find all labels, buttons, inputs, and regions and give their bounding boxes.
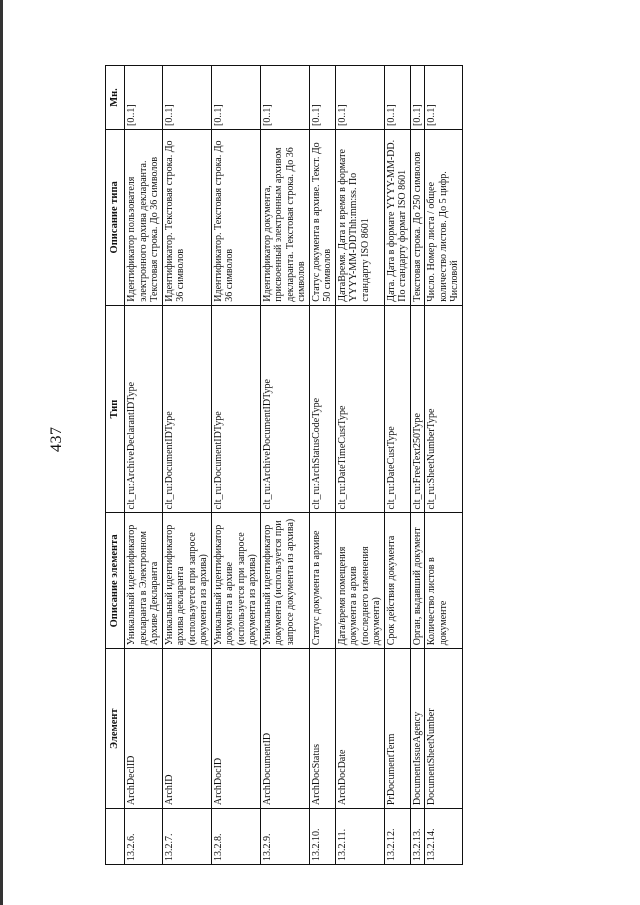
cell-type-desc: Идентификатор документа, присвоенный электронным архивом декларанта. Текстовая строка. До 36 символов [260,129,309,305]
cell-num: 13.2.14. [425,809,463,865]
cell-mult: [0..1] [162,66,211,130]
spec-table-wrapper [105,65,530,865]
cell-type-desc: Число. Номер листа / общее количество листов. До 5 цифр. Числовой [425,129,463,305]
cell-element-desc: Количество листов в документе [425,513,463,649]
cell-num: 13.2.13. [410,809,425,865]
page-number: 437 [48,426,65,452]
cell-element: ArchDocID [211,649,260,809]
cell-num: 13.2.11. [335,809,384,865]
cell-type-desc: ДатаВремя. Дата и время в формате YYYY-MM-DDThh:mm:ss. По стандарту ISO 8601 [335,129,384,305]
cell-num: 13.2.8. [211,809,260,865]
cell-mult: [0..1] [211,66,260,130]
cell-element-desc: Орган, выдавший документ [410,513,425,649]
cell-type-desc: Идентификатор. Текстовая строка. До 36 символов [162,129,211,305]
cell-element: DocumentSheetNumber [425,649,463,809]
cell-element: PrDocumentTerm [384,649,410,809]
table-row [384,66,410,865]
cell-type: clt_ru:FreeText250Type [410,305,425,513]
cell-element-desc: Уникальный идентификатор документа в архиве (используется при запросе документа из архива) [211,513,260,649]
table-row [425,66,463,865]
cell-mult: [0..1] [260,66,309,130]
header-element: Элемент [106,649,125,809]
cell-type: clt_ru:ArchiveDeclarantIDType [125,305,163,513]
spec-table [105,65,463,865]
cell-mult: [0..1] [410,66,425,130]
cell-element: ArchDocDate [335,649,384,809]
cell-type-desc: Дата. Дата в формате YYYY-MM-DD. По стандарту формат ISO 8601 [384,129,410,305]
cell-mult: [0..1] [335,66,384,130]
cell-element: ArchID [162,649,211,809]
cell-element-desc: Срок действия документа [384,513,410,649]
cell-element-desc: Уникальный идентификатор декларанта в Электронном Архиве Декларанта [125,513,163,649]
cell-element: ArchDocumentID [260,649,309,809]
cell-num: 13.2.12. [384,809,410,865]
cell-element: ArchDocStatus [309,649,335,809]
cell-num: 13.2.10. [309,809,335,865]
cell-type-desc: Текстовая строка. До 250 символов [410,129,425,305]
header-type-desc: Описание типа [106,129,125,305]
cell-element-desc: Статус документа в архиве [309,513,335,649]
cell-element-desc: Дата/время помещения документа в архив (последнего изменения документа) [335,513,384,649]
table-row [309,66,335,865]
table-header-row [106,66,125,865]
cell-type-desc: Статус документа в архиве. Текст. До 50 символов [309,129,335,305]
cell-type: clt_ru:ArchStatusCodeType [309,305,335,513]
cell-mult: [0..1] [384,66,410,130]
cell-num: 13.2.6. [125,809,163,865]
table-row [211,66,260,865]
cell-type: clt_ru:DateTimeCustType [335,305,384,513]
header-element-desc: Описание элемента [106,513,125,649]
table-row [125,66,163,865]
header-num [106,809,125,865]
header-mult: Мн. [106,66,125,130]
cell-type-desc: Идентификатор пользователя электронного архива декларанта. Текстовая строка. До 36 символов [125,129,163,305]
cell-type: clt_ru:DocumentIDType [162,305,211,513]
cell-element-desc: Уникальный идентификатор документа (используется при запросе документа из архива) [260,513,309,649]
table-row [260,66,309,865]
table-row [162,66,211,865]
cell-type: clt_ru:ArchiveDocumentIDType [260,305,309,513]
table-row [335,66,384,865]
cell-type-desc: Идентификатор. Текстовая строка. До 36 символов [211,129,260,305]
cell-type: clt_ru:DocumentIDType [211,305,260,513]
cell-num: 13.2.9. [260,809,309,865]
cell-mult: [0..1] [125,66,163,130]
cell-element: DocumentIssueAgency [410,649,425,809]
cell-type: clt_ru:SheetNumberType [425,305,463,513]
cell-element: ArchDeclID [125,649,163,809]
cell-element-desc: Уникальный идентификатор архива декларанта (используется при запросе документа из архива) [162,513,211,649]
table-row [410,66,425,865]
cell-mult: [0..1] [425,66,463,130]
header-type: Тип [106,305,125,513]
scan-edge [0,0,3,905]
cell-num: 13.2.7. [162,809,211,865]
cell-type: clt_ru:DateCustType [384,305,410,513]
cell-mult: [0..1] [309,66,335,130]
